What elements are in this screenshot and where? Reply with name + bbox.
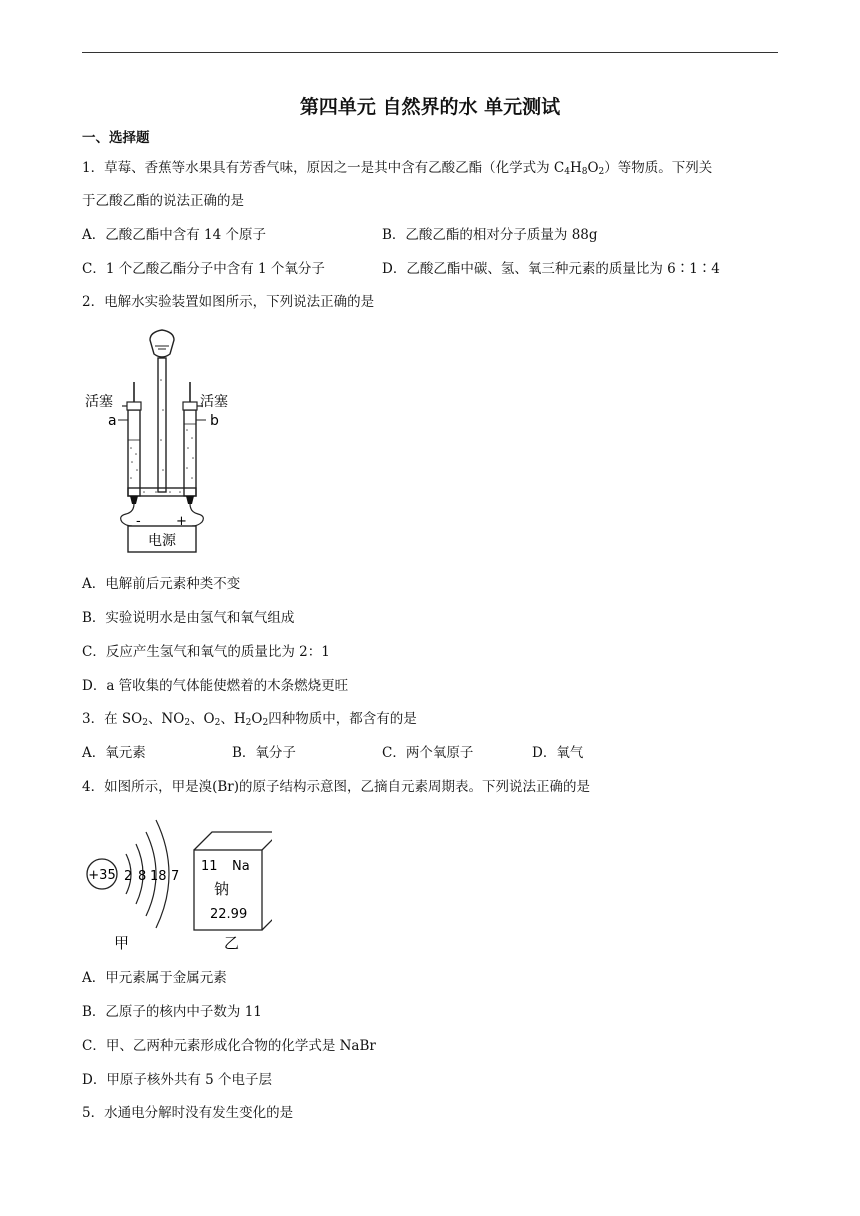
power-label: 电源 xyxy=(148,533,176,549)
nucleus-charge: +35 xyxy=(88,868,116,883)
q1-stem-line2: 于乙酸乙酯的说法正确的是 xyxy=(82,193,244,209)
q4-option-b: B．乙原子的核内中子数为 11 xyxy=(82,1004,262,1020)
q4-option-a: A．甲元素属于金属元素 xyxy=(82,970,227,986)
minus-sign: - xyxy=(136,514,141,529)
right-valve-label: 活塞 xyxy=(200,394,228,410)
atomic-number: 11 xyxy=(201,859,218,874)
shell-3: 18 xyxy=(150,869,167,884)
q3-option-d: D．氧气 xyxy=(532,745,584,761)
q1-option-d: D．乙酸乙酯中碳、氢、氧三种元素的质量比为 6∶1∶4 xyxy=(382,261,720,277)
label-yi: 乙 xyxy=(224,934,240,952)
q2-option-d: D．a 管收集的气体能使燃着的木条燃烧更旺 xyxy=(82,678,349,694)
q1-stem-line1: 1．草莓、香蕉等水果具有芳香气味，原因之一是其中含有乙酸乙酯（化学式为 $C_4H_8O_2$）等物质。下列关 xyxy=(82,160,713,177)
q1-option-c: C．1 个乙酸乙酯分子中含有 1 个氧分子 xyxy=(82,261,325,277)
q4-option-c: C．甲、乙两种元素形成化合物的化学式是 NaBr xyxy=(82,1038,376,1054)
q1-option-a: A．乙酸乙酯中含有 14 个原子 xyxy=(82,227,267,243)
left-valve-label: 活塞 xyxy=(85,394,113,410)
atom-and-periodic-figure xyxy=(82,806,272,956)
q5-stem: 5．水通电分解时没有发生变化的是 xyxy=(82,1105,294,1121)
plus-sign: + xyxy=(176,514,187,529)
electrolysis-figure xyxy=(82,320,252,560)
q2-stem: 2．电解水实验装置如图所示，下列说法正确的是 xyxy=(82,294,375,310)
q3-option-c: C．两个氧原子 xyxy=(382,745,474,761)
tube-a-label: a xyxy=(108,413,117,429)
element-symbol: Na xyxy=(232,859,250,874)
header-rule xyxy=(82,52,778,53)
tube-b-label: b xyxy=(210,413,219,429)
element-name: 钠 xyxy=(214,880,230,898)
q2-option-b: B．实验说明水是由氢气和氧气组成 xyxy=(82,610,295,626)
shell-2: 8 xyxy=(138,869,147,884)
q2-option-c: C．反应产生氢气和氧气的质量比为 2：1 xyxy=(82,644,330,660)
q3-option-b: B．氧分子 xyxy=(232,745,296,761)
q3-stem: 3．在 $SO_2$、$NO_2$、$O_2$、$H_2O_2$四种物质中，都含有的是 xyxy=(82,711,417,728)
q4-option-d: D．甲原子核外共有 5 个电子层 xyxy=(82,1072,272,1088)
q1-option-b: B．乙酸乙酯的相对分子质量为 88g xyxy=(382,227,598,243)
shell-1: 2 xyxy=(124,869,133,884)
q2-option-a: A．电解前后元素种类不变 xyxy=(82,576,241,592)
label-jia: 甲 xyxy=(114,934,130,952)
page-title: 第四单元 自然界的水 单元测试 xyxy=(299,96,561,118)
q4-stem: 4．如图所示，甲是溴(Br)的原子结构示意图，乙摘自元素周期表。下列说法正确的是 xyxy=(82,779,590,795)
shell-4: 7 xyxy=(171,869,180,884)
q3-option-a: A．氧元素 xyxy=(82,745,146,761)
section-heading: 一、选择题 xyxy=(82,130,150,146)
atomic-mass: 22.99 xyxy=(210,907,248,922)
